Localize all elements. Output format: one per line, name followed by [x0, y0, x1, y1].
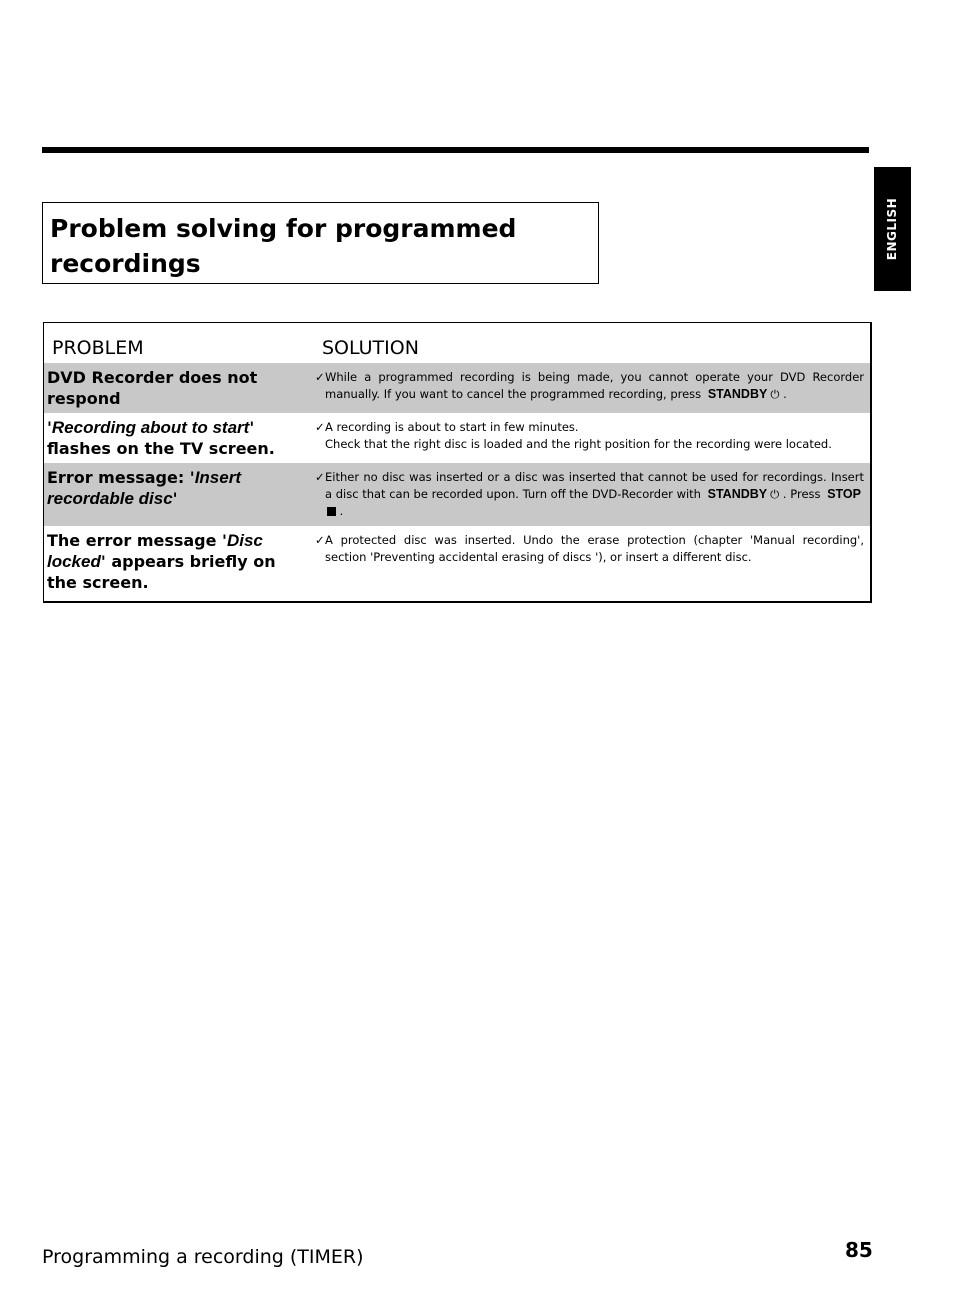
problem-cell: [44, 463, 311, 526]
check-icon: ✓: [315, 420, 325, 434]
standby-key: STANDBY: [707, 387, 768, 401]
table-row: [44, 413, 870, 463]
check-icon: ✓: [315, 533, 325, 547]
solution-text: A protected disc was inserted. Undo the erase protection (chapter 'Manual recording', section 'Preventing accidental erasing of discs '), or insert a different disc.: [325, 533, 864, 564]
problem-quote: ': [249, 418, 255, 437]
problem-solution-table: [43, 322, 872, 603]
problem-text: The error message ': [47, 531, 227, 550]
page-number: 85: [845, 1238, 873, 1262]
table-header: [44, 323, 870, 363]
solution-text: A recording is about to start in few minutes.: [325, 420, 579, 434]
problem-text: Error message: ': [47, 468, 195, 487]
table-row: [44, 526, 870, 601]
header-solution: SOLUTION: [322, 337, 419, 359]
problem-text: flashes on the TV screen.: [47, 439, 275, 458]
title-box: [42, 202, 599, 284]
problem-cell: [44, 526, 311, 601]
solution-cell: [311, 363, 870, 413]
table-row: [44, 363, 870, 413]
solution-text-2: Check that the right disc is loaded and the right position for the recording were located.: [325, 437, 832, 451]
stop-key: STOP: [827, 487, 861, 501]
solution-mid: . Press: [782, 487, 821, 501]
solution-cell: [311, 463, 870, 526]
check-icon: ✓: [315, 370, 325, 384]
solution-cell: [311, 413, 870, 463]
standby-key: STANDBY: [707, 487, 768, 501]
problem-italic: Disc locked: [47, 531, 263, 571]
problem-cell: [44, 413, 311, 463]
solution-text: While a programmed recording is being made, you cannot operate your DVD Recorder manually. If you want to cancel the programmed recording, press: [325, 370, 864, 401]
top-rule: [42, 147, 869, 153]
problem-cell: [44, 363, 311, 413]
power-icon: ⏻: [770, 487, 780, 501]
table-row: [44, 463, 870, 526]
solution-text: Either no disc was inserted or a disc was inserted that cannot be used for recordings. Insert a disc that can be recorded upon. Turn off the DVD-Recorder with: [325, 470, 864, 501]
solution-end: .: [339, 504, 344, 518]
problem-text-end: ' appears briefly on the screen.: [47, 552, 276, 592]
language-tab: [874, 167, 911, 291]
problem-italic: Recording about to start: [51, 418, 250, 437]
problem-quote: ': [47, 418, 52, 437]
stop-square-icon: [327, 507, 336, 516]
footer-section: Programming a recording (TIMER): [42, 1246, 364, 1268]
solution-cell: [311, 526, 870, 601]
check-icon: ✓: [315, 470, 325, 484]
problem-text: DVD Recorder does not respond: [47, 368, 258, 408]
solution-end: .: [783, 387, 787, 401]
problem-text-end: ': [172, 489, 178, 508]
header-problem: PROBLEM: [52, 337, 144, 359]
power-icon: ⏻: [770, 387, 780, 401]
language-label: ENGLISH: [885, 197, 900, 261]
page-title: Problem solving for programmed recordings: [50, 214, 517, 278]
problem-italic: Insert recordable disc: [47, 468, 241, 508]
